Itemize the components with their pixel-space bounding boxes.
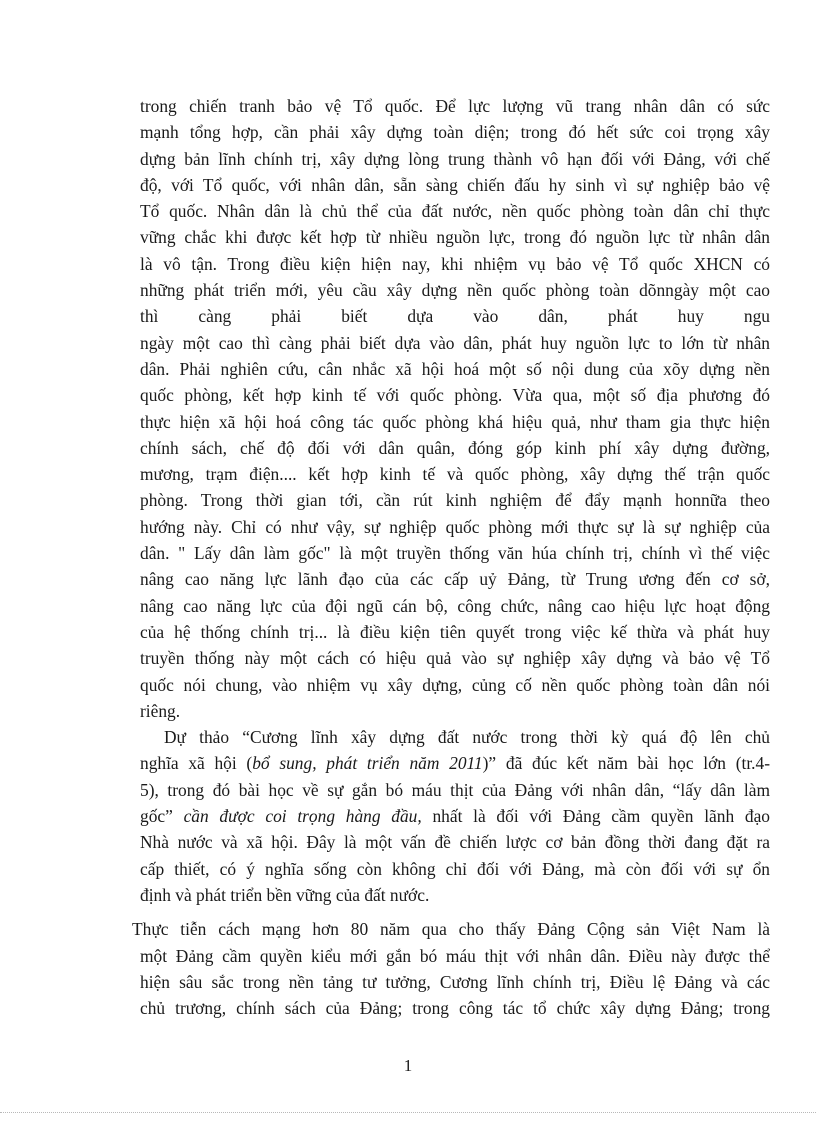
- text-line: độ, với Tổ quốc, với nhân dân, sẵn sàng chiến đấu hy sinh vì sự nghiệp bảo vệ: [140, 174, 770, 195]
- text-line: mạnh tổng hợp, cần phải xây dựng toàn diện; trong đó hết sức coi trọng xây: [140, 122, 770, 143]
- text-line: mương, trạm điện.... kết hợp kinh tế và quốc phòng, xây dựng thế trận quốc: [140, 464, 770, 485]
- page-bottom-divider: [0, 1112, 816, 1113]
- paragraph-spacer: [140, 908, 770, 916]
- text-span: gốc”: [140, 806, 184, 827]
- text-line: phòng. Trong thời gian tới, cần rút kinh nghiệm để đẩy mạnh honnữa theo: [140, 490, 770, 511]
- text-line: nâng cao năng lực lãnh đạo của các cấp uỷ Đảng, từ Trung ương đến cơ sở,: [140, 569, 770, 590]
- page-number: 1: [403, 1056, 413, 1075]
- text-line: nâng cao năng lực của đội ngũ cán bộ, công chức, nâng cao hiệu lực hoạt động: [140, 595, 770, 616]
- text-line: vững chắc khi được kết hợp từ nhiều nguồn lực, trong đó nguồn lực từ nhân dân: [140, 227, 770, 248]
- text-line: một Đảng cầm quyền kiểu mới gắn bó máu thịt với nhân dân. Điều này được thể: [140, 945, 770, 966]
- text-line: dân. Phải nghiên cứu, cân nhắc xã hội hoá một số nội dung của xõy dựng nền: [140, 358, 770, 379]
- paragraph-2: [140, 724, 770, 908]
- text-span: nhất là đối với Đảng cầm quyền lãnh đạo: [421, 806, 770, 827]
- text-line: của hệ thống chính trị... là điều kiện tiên quyết trong việc kế thừa và phát huy: [140, 621, 770, 642]
- italic-span: cần được coi trọng hàng đầu,: [183, 806, 422, 827]
- text-span: nghĩa xã hội (: [140, 753, 253, 774]
- text-line: thực hiện xã hội hoá công tác quốc phòng khá hiệu quả, như tham gia thực hiện: [140, 411, 770, 432]
- text-span: )” đã đúc kết năm bài học lớn (tr.4-: [482, 753, 770, 774]
- text-line: những phát triển mới, yêu cầu xây dựng nền quốc phòng toàn dõnngày một cao: [140, 280, 770, 301]
- document-body: [132, 93, 770, 1021]
- text-line: riêng.: [140, 700, 181, 721]
- text-line: hiện sâu sắc trong nền tảng tư tưởng, Cương lĩnh chính trị, Điều lệ Đảng và các: [140, 971, 770, 992]
- text-line: Tổ quốc. Nhân dân là chủ thể của đất nước, nền quốc phòng toàn dân chỉ thực: [140, 201, 770, 222]
- text-line: Thực tiễn cách mạng hơn 80 năm qua cho thấy Đảng Cộng sản Việt Nam là: [132, 919, 770, 940]
- text-line: truyền thống này một cách có hiệu quả vào sự nghiệp xây dựng và bảo vệ Tổ: [140, 648, 770, 669]
- text-line: Nhà nước và xã hội. Đây là một vấn đề chiến lược cơ bản đồng thời đang đặt ra: [140, 832, 770, 853]
- paragraph-1: [140, 93, 770, 724]
- text-line: dựng bản lĩnh chính trị, xây dựng lòng trung thành vô hạn đối với Đảng, với chế: [140, 148, 770, 169]
- text-line: trong chiến tranh bảo vệ Tổ quốc. Để lực lượng vũ trang nhân dân có sức: [140, 96, 770, 116]
- paragraph-3: [132, 916, 770, 1021]
- text-line: chính sách, chế độ đối với dân quân, đóng góp kinh phí xây dựng đường,: [140, 437, 770, 458]
- text-line: Dự thảo “Cương lĩnh xây dựng đất nước trong thời kỳ quá độ lên chủ: [164, 727, 770, 748]
- text-line: ngày một cao thì càng phải biết dựa vào dân, phát huy nguồn lực to lớn từ nhân: [140, 332, 770, 353]
- text-line: là vô tận. Trong điều kiện hiện nay, khi nhiệm vụ bảo vệ Tổ quốc XHCN có: [140, 253, 770, 274]
- text-line: hướng này. Chỉ có như vậy, sự nghiệp quốc phòng mới thực sự là sự nghiệp của: [140, 516, 770, 537]
- text-line: cấp thiết, có ý nghĩa sống còn không chỉ đối với Đảng, mà còn đối với sự ổn: [140, 858, 770, 879]
- text-line: [140, 750, 770, 776]
- text-line: quốc phòng, kết hợp kinh tế với quốc phòng. Vừa qua, một số địa phương đó: [140, 385, 770, 406]
- text-line: chủ trương, chính sách của Đảng; trong công tác tổ chức xây dựng Đảng; trong: [140, 998, 770, 1019]
- text-line: [140, 803, 770, 829]
- text-line: định và phát triển bền vững của đất nước.: [140, 884, 430, 905]
- text-line: quốc nói chung, vào nhiệm vụ xây dựng, củng cố nền quốc phòng toàn dân nói: [140, 674, 770, 695]
- text-line: dân. " Lấy dân làm gốc" là một truyền thống văn húa chính trị, chính vì thế việc: [140, 543, 770, 564]
- italic-span: bổ sung, phát triển năm 2011: [252, 753, 483, 774]
- text-line: 5), trong đó bài học về sự gắn bó máu thịt của Đảng với nhân dân, “lấy dân làm: [140, 779, 770, 800]
- text-line: thì càng phải biết dựa vào dân, phát huy ngu: [140, 306, 770, 327]
